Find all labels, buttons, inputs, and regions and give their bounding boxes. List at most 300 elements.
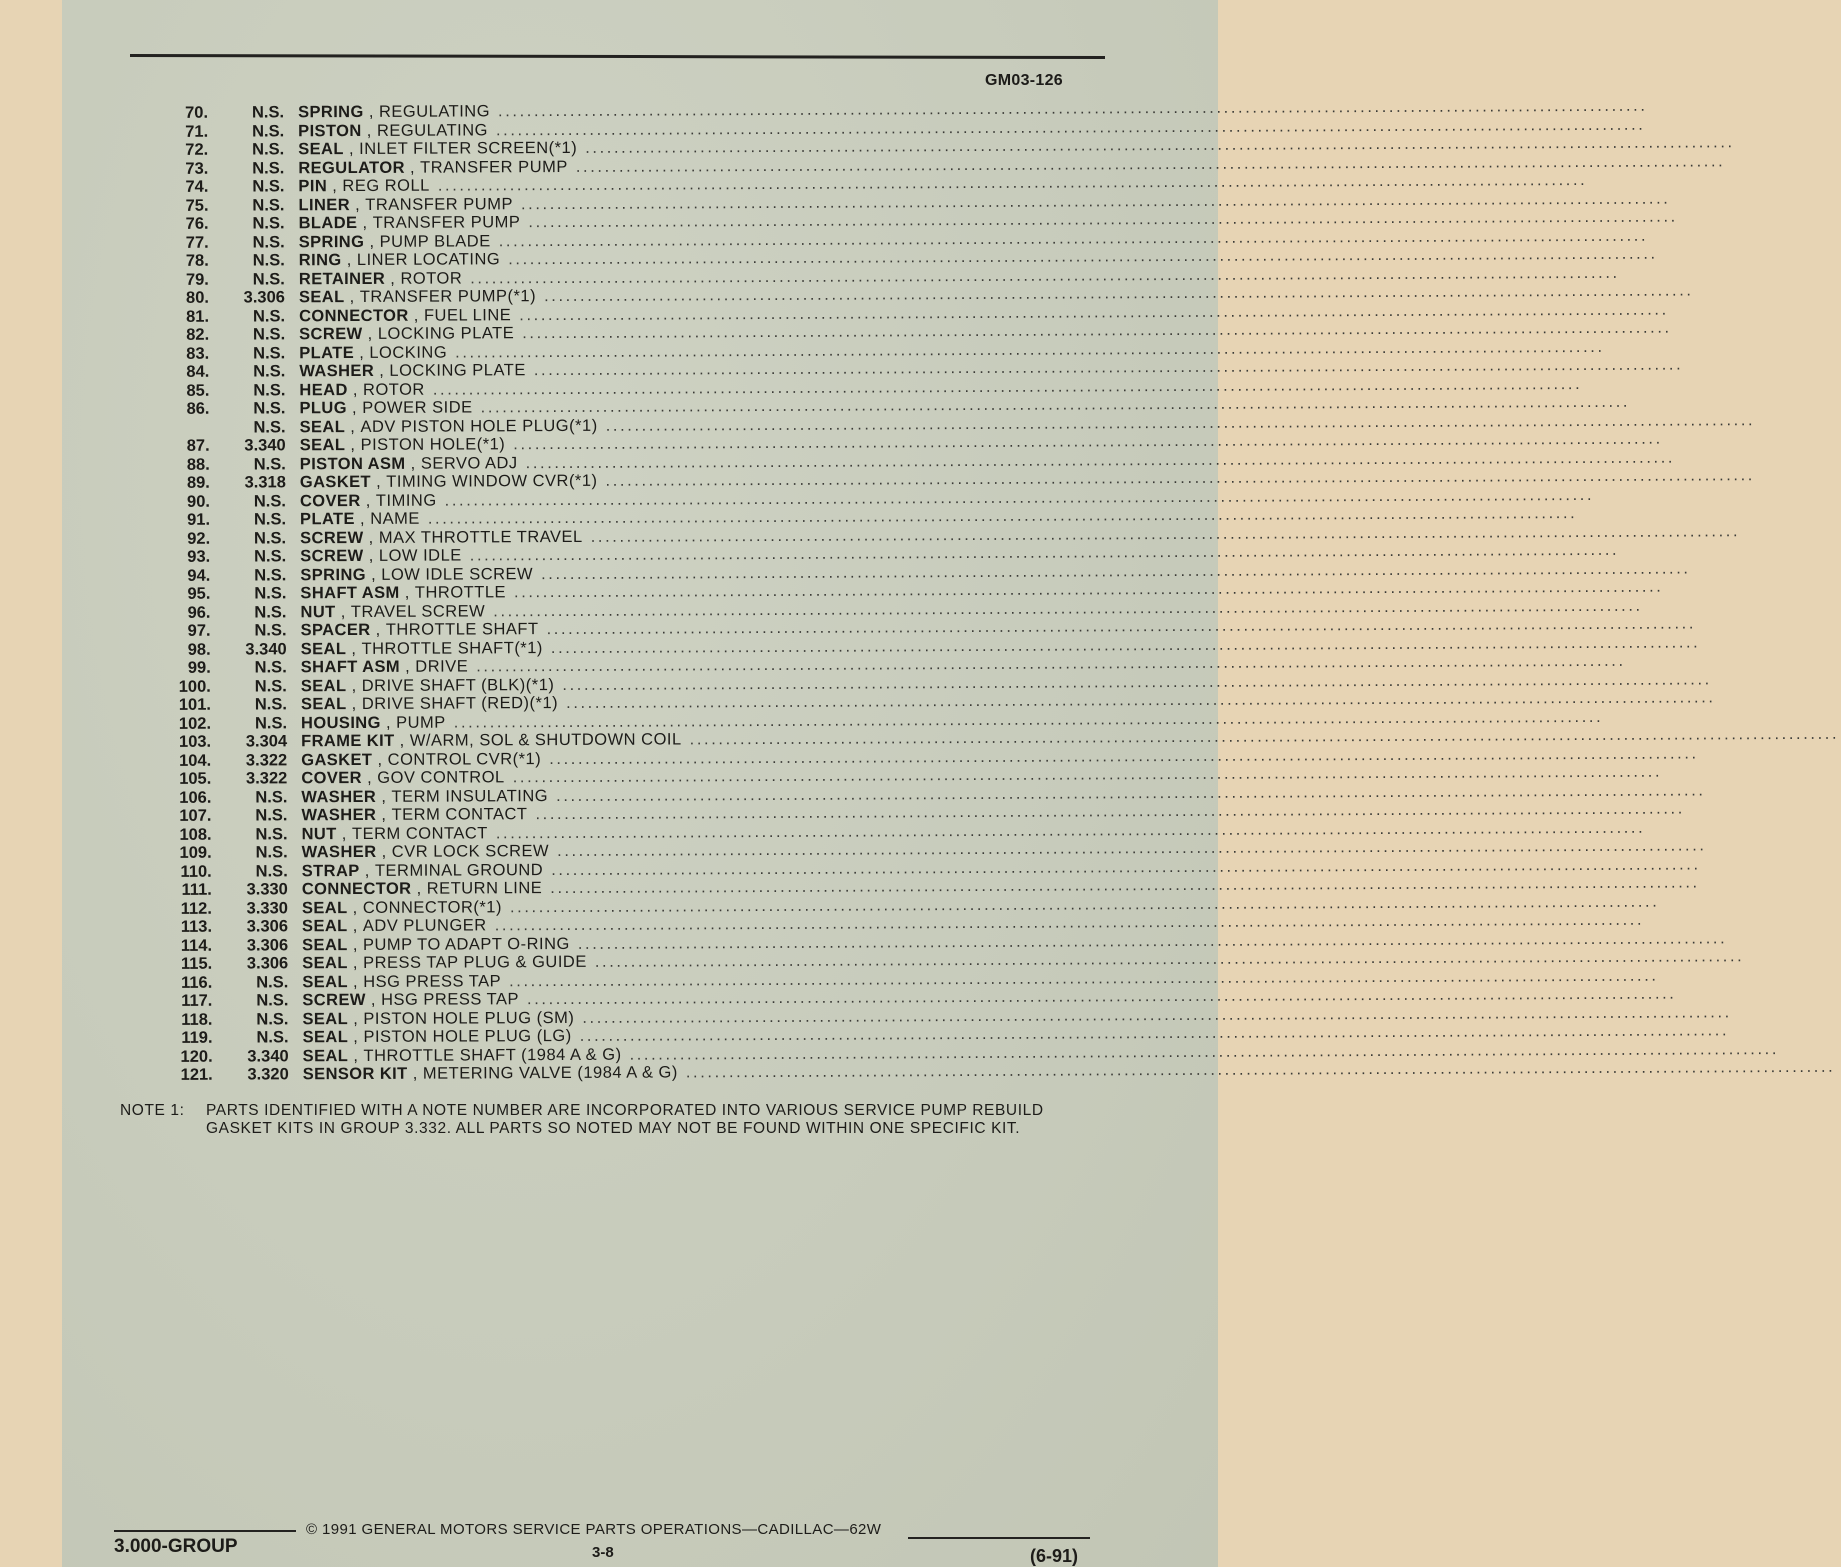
part-group: N.S. [256, 991, 289, 1010]
part-detail: ADV PLUNGER [362, 916, 487, 935]
part-detail: DRIVE [415, 657, 469, 676]
part-group: 3.306 [246, 917, 289, 936]
part-detail: PISTON HOLE(*1) [360, 435, 506, 454]
part-detail: THROTTLE SHAFT [385, 620, 539, 639]
part-name: CONNECTOR [298, 306, 409, 325]
part-detail: CONNECTOR(*1) [362, 897, 502, 917]
part-name: SPRING [297, 102, 364, 122]
part-detail: TERM CONTACT [391, 805, 528, 824]
part-name: STRAP [301, 861, 360, 880]
part-name: SEAL [298, 140, 344, 159]
dot-leader: ................................................................................................................................................................ [557, 836, 1707, 861]
dot-leader: ................................................................................................................................................................ [519, 300, 1669, 324]
part-name: PLATE [299, 343, 355, 362]
part-name: RETAINER [298, 269, 386, 288]
part-name: PLATE [299, 510, 355, 529]
part-number: 106. [179, 788, 212, 807]
part-name: SEAL [301, 898, 348, 917]
part-detail: PRESS TAP PLUG & GUIDE [363, 952, 587, 972]
part-detail: THROTTLE [414, 583, 507, 602]
part-detail: ROTOR [362, 380, 425, 399]
part-number: 83. [186, 344, 210, 363]
separator: , [347, 972, 364, 991]
part-detail: PUMP BLADE [379, 231, 491, 251]
part-group: N.S. [254, 621, 287, 640]
part-group: 3.330 [246, 898, 288, 918]
separator: , [405, 454, 421, 473]
dot-leader: ................................................................................................................................................................ [522, 318, 1672, 343]
part-detail: HSG PRESS TAP [381, 990, 520, 1009]
separator: , [335, 602, 351, 621]
part-detail: SERVO ADJ [420, 453, 518, 473]
part-number: 103. [178, 732, 212, 751]
part-number: 117. [181, 991, 213, 1010]
part-group: 3.306 [246, 954, 289, 973]
part-group: 3.340 [244, 436, 286, 455]
separator: , [361, 768, 378, 787]
part-name: SHAFT ASM [300, 657, 401, 677]
part-group: 3.340 [247, 1046, 289, 1066]
part-name: WASHER [301, 842, 377, 862]
part-group: N.S. [253, 454, 286, 473]
part-name: SEAL [299, 417, 346, 436]
part-group: N.S. [253, 417, 286, 436]
part-name: SEAL [298, 288, 345, 307]
part-number: 95. [187, 584, 211, 603]
part-name: PISTON [298, 121, 362, 140]
separator: , [346, 676, 362, 695]
part-number: 76. [185, 214, 209, 233]
part-group: N.S. [252, 158, 285, 178]
part-number: 111. [181, 880, 212, 899]
part-number: 104. [179, 751, 212, 770]
part-detail: TERM INSULATING [391, 786, 549, 806]
part-group: 3.304 [245, 732, 288, 751]
part-detail: POWER SIDE [362, 398, 473, 417]
part-detail: LOCKING [369, 343, 448, 362]
part-name: REGULATOR [298, 158, 405, 177]
part-detail: TERM CONTACT [351, 823, 488, 843]
part-name: FRAME KIT [301, 731, 395, 751]
part-number: 97. [187, 621, 211, 640]
separator: , [364, 232, 380, 251]
separator: , [365, 565, 382, 584]
separator: , [411, 879, 427, 898]
separator: , [347, 935, 364, 954]
part-number: 112. [180, 899, 212, 918]
dot-leader: ................................................................................................................................................................ [520, 189, 1671, 213]
part-detail: MAX THROTTLE TRAVEL [378, 527, 583, 547]
part-detail: NAME [370, 509, 420, 528]
part-name: SEAL [302, 1028, 349, 1047]
part-name: BLADE [298, 213, 358, 233]
part-group: N.S. [253, 510, 287, 529]
dot-leader: ................................................................................................................................................................ [689, 724, 1840, 749]
part-name: SEAL [302, 972, 348, 991]
separator: , [341, 250, 357, 270]
dot-leader: ................................................................................................................................................................ [685, 1057, 1836, 1082]
dot-leader: ................................................................................................................................................................ [549, 743, 1699, 768]
dot-leader: ................................................................................................................................................................ [509, 892, 1660, 916]
dot-leader: ................................................................................................................................................................ [544, 281, 1694, 306]
separator: , [348, 1027, 364, 1047]
separator: , [327, 177, 343, 196]
part-detail: METERING VALVE (1984 A & G) [422, 1063, 678, 1083]
part-group: 3.320 [247, 1065, 289, 1084]
separator: , [363, 528, 379, 547]
footer-copyright: © 1991 GENERAL MOTORS SERVICE PARTS OPERATIONS—CADILLAC—62W [306, 1521, 882, 1538]
part-group: N.S. [253, 362, 286, 381]
dot-leader: ................................................................................................................................................................ [550, 873, 1700, 898]
separator: , [376, 805, 392, 824]
part-number: 96. [187, 603, 211, 622]
part-number: 72. [185, 140, 209, 159]
separator: , [363, 546, 379, 565]
separator: , [370, 472, 387, 491]
dot-leader: ................................................................................................................................................................ [582, 1002, 1732, 1027]
part-name: HEAD [299, 380, 348, 399]
separator: , [385, 269, 401, 288]
dot-leader: ................................................................................................................................................................ [541, 558, 1691, 583]
separator: , [404, 158, 421, 177]
part-detail: DRIVE SHAFT (RED)(*1) [361, 694, 559, 713]
part-group: 3.330 [246, 880, 288, 899]
dot-leader: ................................................................................................................................................................ [437, 170, 1588, 195]
part-name: SCREW [299, 324, 363, 344]
part-number: 110. [180, 862, 212, 881]
part-group: N.S. [253, 343, 286, 362]
dot-leader: ................................................................................................................................................................ [508, 244, 1658, 269]
part-name: SEAL [302, 1009, 349, 1028]
separator: , [372, 750, 388, 769]
separator: , [354, 509, 371, 529]
part-number: 81. [186, 307, 210, 326]
part-name: SCREW [302, 990, 366, 1010]
part-detail: TIMING WINDOW CVR(*1) [386, 471, 598, 491]
part-detail: TRANSFER PUMP [420, 157, 568, 177]
footer-rule-left [114, 1530, 296, 1532]
part-group: N.S. [254, 658, 287, 677]
part-detail: THROTTLE SHAFT (1984 A & G) [363, 1045, 622, 1065]
part-detail: W/ARM, SOL & SHUTDOWN COIL [409, 730, 682, 750]
part-detail: PUMP [396, 713, 446, 732]
part-number: 79. [185, 270, 209, 289]
part-name: NUT [301, 824, 337, 843]
separator: , [345, 435, 361, 455]
dot-leader: ................................................................................................................................................................ [556, 780, 1706, 805]
separator: , [363, 102, 380, 121]
separator: , [354, 343, 370, 362]
separator: , [346, 398, 363, 418]
part-detail: TRANSFER PUMP(*1) [359, 287, 537, 306]
part-name: SEAL [302, 935, 348, 954]
part-detail: CVR LOCK SCREW [391, 842, 550, 861]
part-name: SEAL [302, 1046, 349, 1065]
separator: , [346, 639, 362, 658]
separator: , [408, 306, 424, 325]
part-number: 85. [186, 381, 210, 400]
part-name: PLUG [299, 399, 347, 418]
part-group: N.S. [252, 325, 286, 344]
separator: , [360, 491, 376, 510]
part-detail: LOCKING PLATE [389, 361, 526, 380]
part-number: 84. [186, 362, 210, 381]
footnote-text: PARTS IDENTIFIED WITH A NOTE NUMBER ARE INCORPORATED INTO VARIOUS SERVICE PUMP REBUILD GASKET KITS IN GROUP 3.332. ALL PARTS SO NOTED MAY NOT BE FOUND WITHIN ONE SPECIFIC KIT. [206, 1102, 1044, 1137]
document-id: GM03-126 [985, 72, 1063, 89]
part-number: 78. [185, 251, 209, 270]
part-detail: DRIVE SHAFT (BLK)(*1) [361, 675, 555, 695]
part-group: N.S. [256, 972, 289, 991]
dot-leader: ................................................................................................................................................................ [453, 707, 1604, 732]
dot-leader: ................................................................................................................................................................ [605, 466, 1756, 490]
part-number: 109. [179, 843, 212, 862]
separator: , [336, 824, 353, 843]
part-number: 70. [185, 103, 209, 122]
part-number: 108. [179, 825, 212, 844]
dot-leader: ................................................................................................................................................................ [562, 669, 1712, 694]
part-name: SPACER [300, 620, 371, 640]
part-name: SEAL [299, 436, 346, 455]
part-group: N.S. [254, 676, 287, 695]
part-name: SENSOR KIT [302, 1064, 408, 1084]
dot-leader: ................................................................................................................................................................ [585, 133, 1735, 157]
part-group: 3.322 [245, 750, 288, 770]
separator: , [370, 620, 386, 639]
part-detail: LOW IDLE SCREW [381, 564, 534, 584]
part-detail: REGULATING [378, 102, 491, 121]
dot-leader: ................................................................................................................................................................ [476, 651, 1626, 676]
part-number: 119. [181, 1028, 213, 1047]
dot-leader: ................................................................................................................................................................ [497, 96, 1648, 121]
part-group: N.S. [253, 528, 287, 547]
footer-rule-right [908, 1537, 1090, 1539]
part-name: HOUSING [300, 713, 381, 732]
part-group: 3.306 [243, 288, 285, 307]
part-number: 101. [178, 695, 211, 714]
part-detail: GOV CONTROL [377, 768, 505, 787]
part-number: 82. [186, 325, 210, 344]
part-name: RING [298, 251, 342, 270]
part-group: N.S. [252, 269, 285, 288]
part-group: N.S. [252, 177, 285, 196]
page-number: 3-8 [592, 1544, 614, 1561]
part-group: N.S. [254, 565, 287, 584]
dot-leader: ................................................................................................................................................................ [427, 504, 1578, 528]
dot-leader: ................................................................................................................................................................ [513, 429, 1663, 454]
part-name: PISTON ASM [299, 454, 406, 473]
part-name: COVER [299, 491, 361, 510]
part-number: 114. [180, 936, 213, 955]
part-group: N.S. [256, 1028, 289, 1047]
part-number: 87. [186, 436, 210, 455]
dot-leader: ................................................................................................................................................................ [480, 392, 1631, 417]
part-detail: PUMP TO ADAPT O-RING [362, 934, 570, 954]
dot-leader: ................................................................................................................................................................ [495, 818, 1646, 842]
part-detail: TERMINAL GROUND [374, 860, 544, 880]
separator: , [347, 916, 363, 936]
dot-leader: ................................................................................................................................................................ [528, 207, 1678, 232]
separator: , [362, 324, 378, 343]
part-number: 77. [185, 233, 209, 252]
part-name: SCREW [300, 546, 364, 566]
part-name: WASHER [301, 805, 377, 825]
part-name: COVER [301, 768, 363, 788]
part-number: 102. [178, 714, 212, 733]
part-name: CONNECTOR [301, 879, 412, 899]
part-number: 107. [179, 806, 212, 825]
part-group: N.S. [252, 214, 285, 233]
dot-leader: ................................................................................................................................................................ [526, 984, 1677, 1009]
dot-leader: ................................................................................................................................................................ [494, 910, 1645, 935]
part-detail: THROTTLE SHAFT(*1) [361, 638, 543, 658]
separator: , [407, 1064, 423, 1083]
part-detail: REGULATING [376, 120, 489, 140]
dot-leader: ................................................................................................................................................................ [566, 688, 1716, 712]
part-number: 93. [187, 547, 211, 566]
part-number: 89. [186, 473, 210, 492]
separator: , [361, 121, 377, 140]
separator: , [376, 787, 392, 806]
part-number: 75. [185, 196, 209, 215]
dot-leader: ................................................................................................................................................................ [546, 614, 1697, 639]
part-detail: FUEL LINE [423, 305, 512, 325]
part-number: 98. [187, 640, 211, 659]
separator: , [376, 842, 392, 861]
part-detail: REG ROLL [342, 176, 430, 196]
part-group: 3.318 [244, 473, 286, 492]
part-group: N.S. [254, 547, 287, 566]
dot-leader: ................................................................................................................................................................ [525, 448, 1676, 472]
part-number: 99. [187, 658, 211, 677]
part-number: 91. [187, 510, 211, 529]
part-detail: PISTON HOLE PLUG (LG) [363, 1026, 572, 1046]
part-number: 118. [181, 1010, 213, 1029]
part-group: N.S. [251, 103, 285, 122]
separator: , [380, 713, 397, 732]
part-group: N.S. [252, 140, 285, 159]
separator: , [359, 861, 375, 880]
separator: , [349, 195, 366, 214]
separator: , [344, 287, 360, 307]
part-name: SEAL [300, 676, 347, 695]
dot-leader: ................................................................................................................................................................ [590, 521, 1741, 546]
separator: , [394, 731, 410, 750]
part-group: N.S. [255, 787, 288, 806]
part-group: 3.306 [246, 935, 289, 955]
dot-leader: ................................................................................................................................................................ [550, 632, 1701, 657]
part-number: 120. [180, 1047, 213, 1066]
dot-leader: ................................................................................................................................................................ [493, 596, 1643, 620]
part-number: 116. [181, 973, 213, 992]
separator: , [345, 417, 361, 436]
part-name: SPRING [298, 232, 365, 251]
dot-leader: ................................................................................................................................................................ [495, 115, 1646, 139]
dot-leader: ................................................................................................................................................................ [513, 577, 1664, 602]
part-group: N.S. [255, 806, 288, 825]
dot-leader: ................................................................................................................................................................ [512, 762, 1663, 787]
part-number: 105. [179, 769, 212, 788]
part-number: 74. [185, 177, 209, 196]
revision-date: (6-91) [1030, 1546, 1079, 1566]
part-detail: LINER LOCATING [356, 250, 501, 269]
footer-group-label: 3.000-GROUP [114, 1536, 238, 1557]
part-group: N.S. [253, 491, 286, 510]
separator: , [343, 139, 360, 159]
part-name: SEAL [300, 639, 347, 658]
part-group: N.S. [253, 380, 286, 399]
part-group: 3.340 [245, 639, 287, 659]
part-group: N.S. [252, 195, 285, 215]
dot-leader: ................................................................................................................................................................ [470, 263, 1620, 287]
separator: , [365, 990, 382, 1009]
part-group: N.S. [254, 695, 287, 714]
part-group: N.S. [252, 251, 285, 270]
part-number: 113. [180, 917, 213, 936]
dot-leader: ................................................................................................................................................................ [551, 854, 1701, 879]
part-number: 86. [186, 399, 210, 418]
separator: , [346, 694, 362, 714]
part-name: GASKET [301, 750, 373, 769]
dot-leader: ................................................................................................................................................................ [444, 485, 1595, 510]
part-number: 71. [185, 122, 209, 141]
part-name: SEAL [301, 917, 348, 936]
dot-leader: ................................................................................................................................................................ [575, 151, 1726, 176]
part-name: PIN [298, 177, 328, 196]
part-group: N.S. [253, 399, 286, 418]
part-number: 100. [178, 677, 211, 696]
part-detail: ADV PISTON HOLE PLUG(*1) [360, 416, 598, 436]
separator: , [357, 213, 373, 232]
part-number: 121. [180, 1065, 213, 1084]
separator: , [347, 898, 363, 917]
dot-leader: ................................................................................................................................................................ [455, 337, 1605, 362]
part-name: WASHER [301, 787, 377, 806]
part-group: N.S. [255, 861, 288, 880]
dot-leader: ................................................................................................................................................................ [469, 540, 1620, 565]
dot-leader: ................................................................................................................................................................ [498, 226, 1649, 250]
part-detail: TRANSFER PUMP [372, 213, 521, 232]
part-group: N.S. [255, 843, 288, 862]
dot-leader: ................................................................................................................................................................ [509, 966, 1659, 990]
part-group: N.S. [252, 306, 286, 325]
part-group: N.S. [251, 121, 285, 141]
dot-leader: ................................................................................................................................................................ [432, 374, 1583, 399]
separator: , [347, 380, 364, 399]
part-name: SEAL [300, 695, 347, 714]
part-name: SHAFT ASM [300, 583, 400, 603]
dot-leader: ................................................................................................................................................................ [535, 799, 1685, 824]
part-group: N.S. [252, 232, 285, 252]
dot-leader: ................................................................................................................................................................ [629, 1039, 1780, 1064]
part-name: WASHER [299, 361, 375, 381]
separator: , [399, 657, 416, 676]
dot-leader: ................................................................................................................................................................ [533, 355, 1684, 380]
part-number: 80. [185, 288, 209, 307]
part-number: 92. [187, 529, 211, 548]
part-group: N.S. [254, 713, 288, 732]
part-group: N.S. [256, 1009, 289, 1028]
part-detail: HSG PRESS TAP [363, 971, 502, 991]
part-detail: ROTOR [400, 268, 463, 288]
part-group: N.S. [255, 824, 288, 843]
part-detail: TIMING [375, 491, 437, 510]
part-detail: INLET FILTER SCREEN(*1) [359, 138, 578, 158]
part-number: 73. [185, 159, 209, 178]
part-group: N.S. [254, 584, 287, 603]
separator: , [399, 583, 415, 602]
part-group: 3.322 [245, 769, 288, 788]
part-detail: PISTON HOLE PLUG (SM) [363, 1008, 575, 1028]
